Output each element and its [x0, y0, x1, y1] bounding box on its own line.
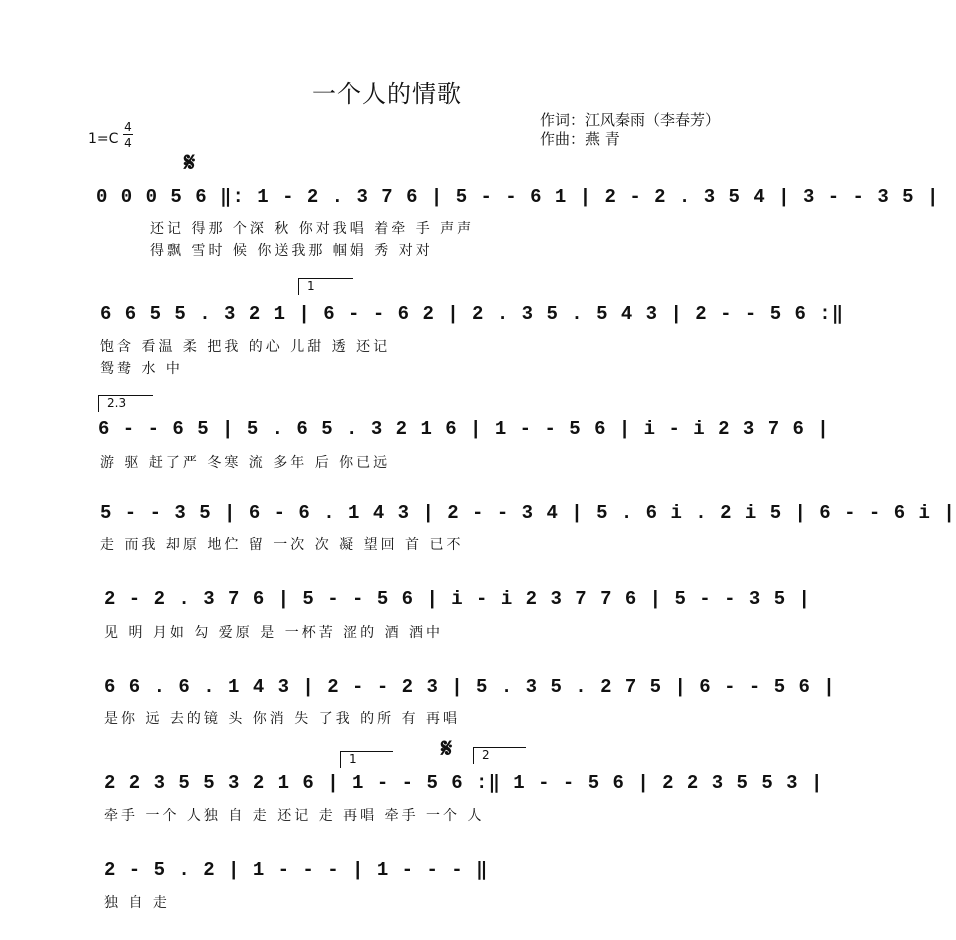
volta-label: 2.3: [107, 396, 127, 410]
lyrics-row-1-verse-2: 得飘 雪时 候 你送我那 帼娟 秀 对对: [150, 243, 433, 259]
notation-row-5: 2 - 2 . 3 7 6 | 5 - - 5 6 | i - i 2 3 7 7 6 | 5 - - 3 5 |: [104, 588, 811, 610]
notation-row-7: 2 2 3 5 5 3 2 1 6 | 1 - - 5 6 :‖ 1 - - 5 6 | 2 2 3 5 5 3 |: [104, 772, 824, 794]
composer-credit: 作曲：燕 青: [540, 130, 620, 148]
time-signature-top: 4: [124, 120, 132, 134]
lyrics-row-4: 走 而我 却原 地伫 留 一次 次 凝 望回 首 已不: [100, 537, 464, 553]
song-title: 一个人的情歌: [312, 80, 462, 108]
volta-label: 1: [307, 279, 315, 293]
lyrics-row-6: 是你 远 去的镜 头 你消 失 了我 的所 有 再唱: [104, 711, 461, 727]
lyrics-row-1-verse-1: 还记 得那 个深 秋 你对我唱 着牵 手 声声: [150, 221, 475, 237]
lyrics-row-7: 牵手 一个 人独 自 走 还记 走 再唱 牵手 一个 人: [104, 808, 485, 824]
lyrics-row-8: 独 自 走: [104, 895, 170, 911]
volta-2-3-bracket: [98, 395, 153, 412]
lyrics-row-2-verse-2: 鸳鸯 水 中: [100, 361, 183, 377]
key-signature: 1=C: [88, 131, 119, 147]
volta-label: 1: [349, 752, 357, 766]
notation-row-6: 6 6 . 6 . 1 4 3 | 2 - - 2 3 | 5 . 3 5 . 2 7 5 | 6 - - 5 6 |: [104, 676, 836, 698]
segno-icon: 𝄋: [441, 734, 453, 764]
segno-icon: 𝄋: [184, 148, 196, 178]
notation-row-3: 6 - - 6 5 | 5 . 6 5 . 3 2 1 6 | 1 - - 5 6 | i - i 2 3 7 6 |: [98, 418, 830, 440]
volta-1-bracket: [298, 278, 353, 295]
notation-row-1: 0 0 0 5 6 ‖: 1 - 2 . 3 7 6 | 5 - - 6 1 | 2 - 2 . 3 5 4 | 3 - - 3 5 |: [96, 186, 940, 208]
volta-1-bracket: [340, 751, 393, 768]
lyrics-row-5: 见 明 月如 勾 爱原 是 一杯苦 涩的 酒 酒中: [104, 625, 444, 641]
notation-row-8: 2 - 5 . 2 | 1 - - - | 1 - - - ‖: [104, 859, 489, 881]
time-signature-bottom: 4: [124, 136, 132, 150]
lyrics-row-2-verse-1: 饱含 看温 柔 把我 的心 儿甜 透 还记: [100, 339, 391, 355]
lyricist-credit: 作词：江风秦雨（李春芳）: [540, 111, 721, 129]
volta-2-bracket: [473, 747, 526, 764]
volta-label: 2: [482, 748, 490, 762]
time-signature-line: [123, 134, 133, 135]
notation-row-2: 6 6 5 5 . 3 2 1 | 6 - - 6 2 | 2 . 3 5 . 5 4 3 | 2 - - 5 6 :‖: [100, 303, 845, 325]
notation-row-4: 5 - - 3 5 | 6 - 6 . 1 4 3 | 2 - - 3 4 | 5 . 6 i . 2 i 5 | 6 - - 6 i |: [100, 502, 956, 524]
lyrics-row-3: 游 驱 赶了严 冬寒 流 多年 后 你已远: [100, 455, 391, 471]
